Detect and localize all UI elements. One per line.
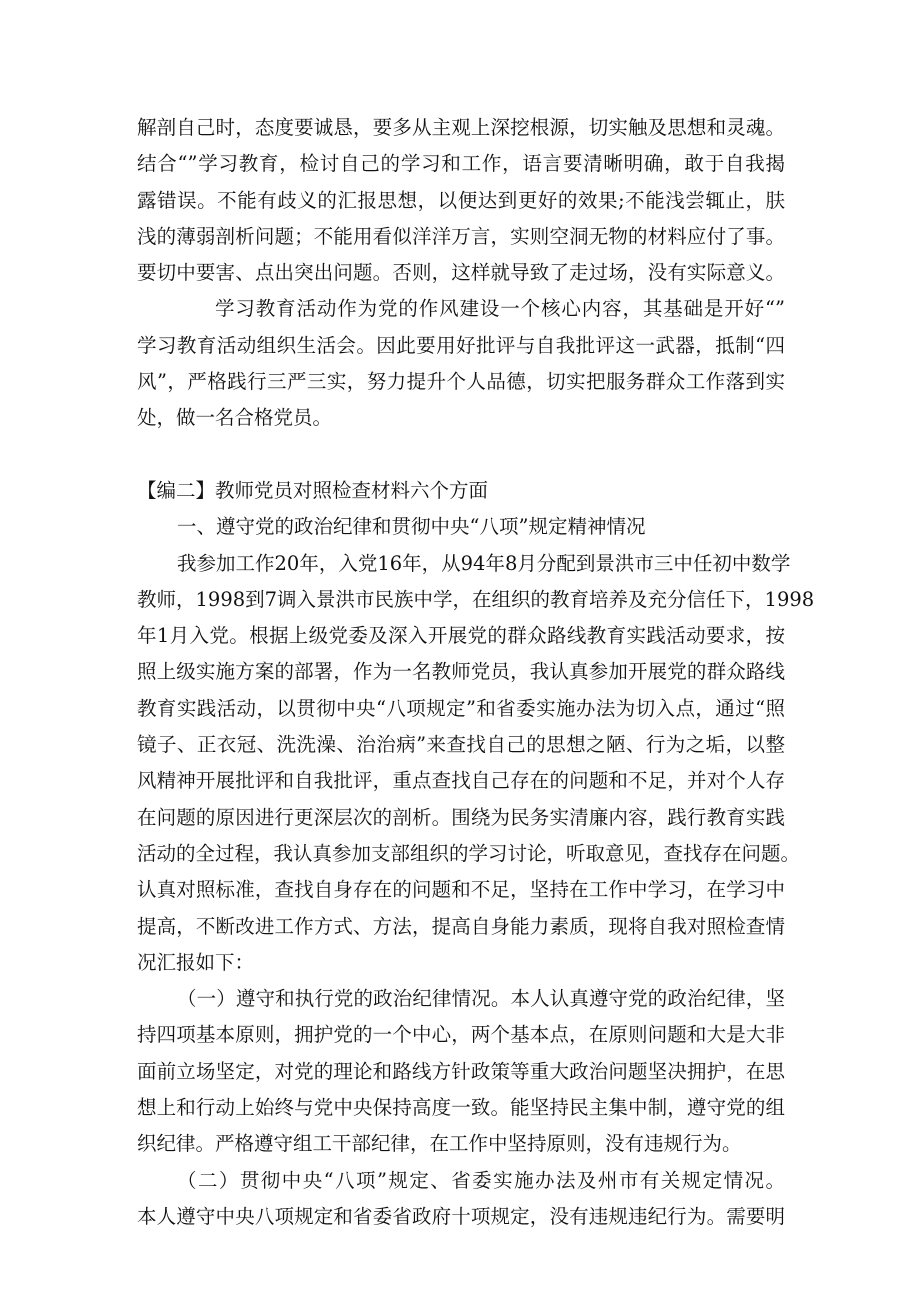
text-line: 我参加工作20年，入党16年，从94年8月分配到景洪市三中任初中数学 bbox=[177, 551, 791, 575]
text-line: 学习教育活动组织生活会。因此要用好批评与自我批评这一武器，抵制“四 bbox=[137, 333, 785, 357]
text-line: 织纪律。严格遵守组工干部纪律，在工作中坚持原则，没有违规行为。 bbox=[137, 1132, 742, 1156]
text-line: （二）贯彻中央“八项”规定、省委实施办法及州市有关规定情况。 bbox=[177, 1168, 785, 1192]
text-line: 结合“”学习教育，检讨自己的学习和工作，语言要清晰明确，敢于自我揭 bbox=[137, 152, 785, 176]
paragraph-study-activity bbox=[137, 291, 785, 436]
text-line: 年1月入党。根据上级党委及深入开展党的群众路线教育实践活动要求，按 bbox=[137, 624, 785, 648]
text-line: 在问题的原因进行更深层次的剖析。围绕为民务实清廉内容，践行教育实践 bbox=[137, 805, 785, 829]
paragraph-self-criticism bbox=[137, 110, 785, 291]
text-line: 教育实践活动，以贯彻中央“八项规定”和省委实施办法为切入点，通过“照 bbox=[137, 696, 785, 720]
text-line: 活动的全过程，我认真参加支部组织的学习讨论，听取意见，查找存在问题。 bbox=[137, 841, 801, 865]
text-line: 想上和行动上始终与党中央保持高度一致。能坚持民主集中制，遵守党的组 bbox=[137, 1096, 785, 1120]
text-line: 要切中要害、点出突出问题。否则，这样就导致了走过场，没有实际意义。 bbox=[137, 261, 785, 285]
text-line: 浅的薄弱剖析问题；不能用看似洋洋万言，实则空洞无物的材料应付了事。 bbox=[137, 224, 785, 248]
text-line: 处，做一名合格党员。 bbox=[137, 406, 333, 430]
text-line: 面前立场坚定，对党的理论和路线方针政策等重大政治问题坚决拥护，在思 bbox=[137, 1059, 785, 1083]
subsection-title: 一、遵守党的政治纪律和贯彻中央“八项”规定精神情况 bbox=[177, 515, 646, 539]
text-line: 解剖自己时，态度要诚恳，要多从主观上深挖根源，切实触及思想和灵魂。 bbox=[137, 116, 785, 139]
text-line: 风精神开展批评和自我批评，重点查找自己存在的问题和不足，并对个人存 bbox=[137, 769, 785, 793]
text-line: 本人遵守中央八项规定和省委省政府十项规定，没有违规违纪行为。需要明 bbox=[137, 1204, 785, 1228]
text-line: 照上级实施方案的部署，作为一名教师党员，我认真参加开展党的群众路线 bbox=[137, 660, 785, 684]
text-line: 镜子、正衣冠、洗洗澡、治治病”来查找自己的思想之陋、行为之垢，以整 bbox=[137, 733, 785, 757]
text-line: 教师，1998到7调入景洪市民族中学，在组织的教育培养及充分信任下，1998 bbox=[137, 587, 815, 611]
text-line: 风”，严格践行三严三实，努力提升个人品德，切实把服务群众工作落到实 bbox=[137, 370, 785, 394]
text-line: （一）遵守和执行党的政治纪律情况。本人认真遵守党的政治纪律，坚 bbox=[177, 987, 785, 1011]
section-title: 【编二】教师党员对照检查材料六个方面 bbox=[137, 478, 489, 502]
text-line: 况汇报如下： bbox=[137, 950, 255, 974]
text-line: 露错误。不能有歧义的汇报思想，以便达到更好的效果;不能浅尝辄止，肤 bbox=[137, 188, 785, 212]
text-line: 学习教育活动作为党的作风建设一个核心内容，其基础是开好“” bbox=[215, 297, 785, 321]
paragraph-item-1 bbox=[137, 981, 785, 1162]
text-line: 提高，不断改进工作方式、方法，提高自身能力素质，现将自我对照检查情 bbox=[137, 914, 785, 938]
document-page bbox=[137, 110, 815, 1235]
paragraph-intro bbox=[137, 546, 815, 982]
text-line: 持四项基本原则，拥护党的一个中心，两个基本点，在原则问题和大是大非 bbox=[137, 1023, 785, 1047]
paragraph-gap bbox=[137, 437, 785, 473]
paragraph-item-2 bbox=[137, 1163, 785, 1236]
text-line: 认真对照标准，查找自身存在的问题和不足，坚持在工作中学习，在学习中 bbox=[137, 878, 785, 902]
